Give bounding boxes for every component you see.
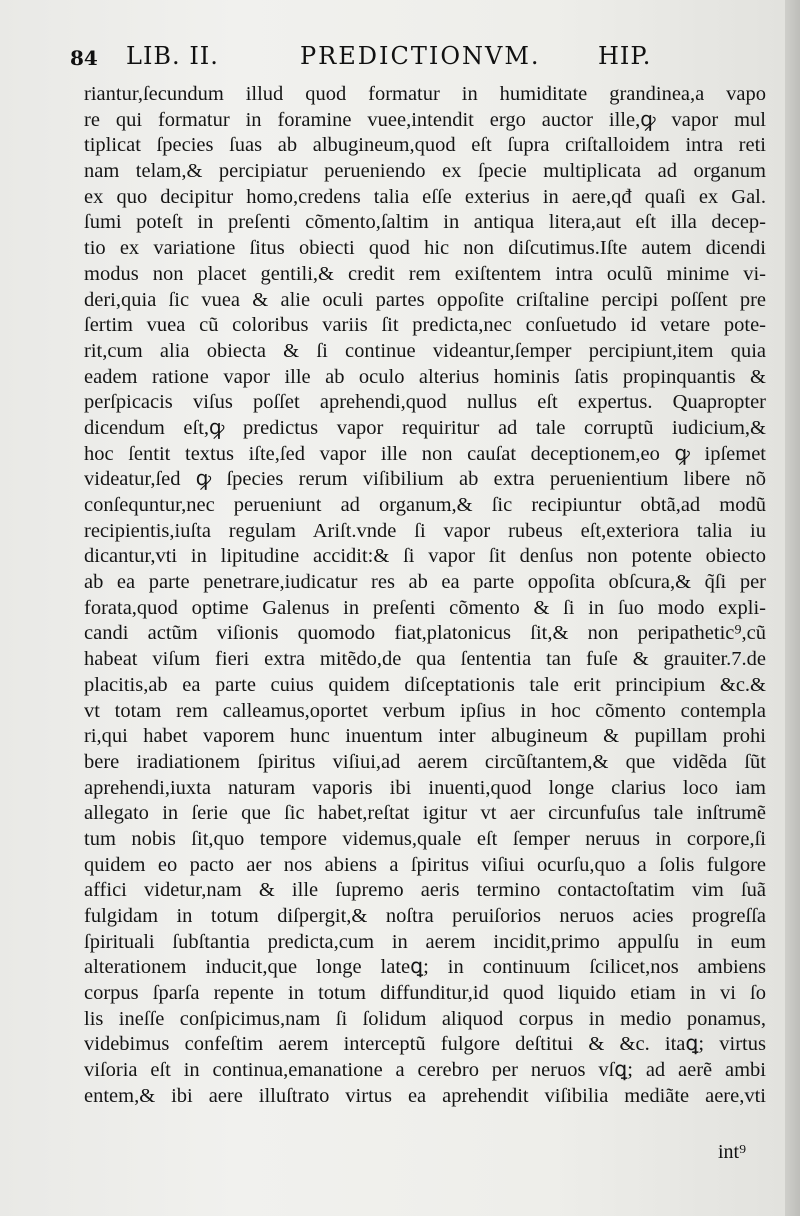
text-line: riantur,ſecundum illud quod formatur in humiditate grandinea,a vapo — [84, 83, 766, 105]
text-block — [84, 82, 766, 1110]
text-line: ſumi poteſt in preſenti cõmento,ſaltim in antiqua litera,aut eſt illa decep- — [84, 211, 766, 234]
text-line: placitis,ab ea parte cuius quidem diſceptationis tale erit principium &c.& — [84, 673, 766, 696]
page-edge-shadow — [785, 0, 800, 1216]
text-line: vt totam rem calleamus,oportet verbum ipſius in hoc cõmento contempla — [84, 699, 766, 722]
text-line: ab ea parte penetrare,iudicatur res ab ea parte oppoſita obſcura,& q̃ſi per — [84, 571, 766, 594]
text-line: tum nobis ſit,quo tempore videmus,quale eſt ſemper neruus in corpore,ſi — [84, 827, 766, 850]
running-head-author: HIP. — [598, 42, 652, 70]
text-line: hoc ſentit textus iſte,ſed vapor ille non cauſat deceptionem,eo ꝙ ipſemet — [84, 442, 766, 465]
text-line: recipientis,iuſta regulam Ariſt.vnde ſi vapor rubeus eſt,exteriora talia iu — [84, 519, 766, 542]
text-line: ex quo decipitur homo,credens talia eſſe exterius in aere,qđ quaſi ex Gal. — [84, 185, 766, 208]
text-line: lis ineſſe conſpicimus,nam ſi ſolidum aliquod corpus in medio ponamus, — [84, 1007, 766, 1030]
text-line: rit,cum alia obiecta & ſi continue videantur,ſemper percipiunt,item quia — [84, 339, 766, 362]
text-line: entem,& ibi aere illuſtrato virtus ea aprehendit viſibilia mediãte aere,vti — [84, 1084, 766, 1107]
text-line: videatur,ſed ꝙ ſpecies rerum viſibilium ab extra peruenientium libere nõ — [84, 468, 766, 491]
running-head-book: LIB. II. — [126, 42, 219, 70]
running-header — [70, 38, 670, 74]
text-line: viſoria eſt in continua,emanatione a cerebro per neruos vſꝗ; ad aerẽ ambi — [84, 1059, 766, 1082]
text-line: alterationem inducit,que longe lateꝗ; in continuum ſcilicet,nos ambiens — [84, 956, 766, 979]
text-line: perſpicacis viſus poſſet aprehendi,quod nullus eſt expertus. Quapropter — [84, 391, 766, 414]
page-number: 84 — [70, 46, 98, 70]
text-line: aprehendi,iuxta naturam vaporis ibi inuenti,quod longe clarius loco iam — [84, 776, 766, 799]
text-line: habeat viſum fieri extra mitẽdo,de qua ſententia tan fuſe & grauiter.7.de — [84, 648, 766, 671]
text-line: deri,quia ſic vuea & alie oculi partes oppoſite criſtaline percipi poſſent pre — [84, 288, 766, 311]
text-line: re qui formatur in foramine vuee,intendit ergo auctor ille,ꝙ vapor mul — [84, 108, 766, 131]
text-line: bere iradiationem ſpiritus viſiui,ad aerem circũſtantem,& que vidẽda ſũt — [84, 750, 766, 773]
text-line: forata,quod optime Galenus in preſenti cõmento & ſi in ſuo modo expli- — [84, 596, 766, 619]
text-line: affici videtur,nam & ille ſupremo aeris termino contactoſtatim vim ſuã — [84, 879, 766, 902]
text-line: ſpirituali ſubſtantia predicta,cum in aerem incidit,primo appulſu in eum — [84, 930, 766, 953]
text-line: dicendum eſt,ꝙ predictus vapor requiritur ad tale corruptũ iudicium,& — [84, 416, 766, 439]
text-line: eadem ratione vapor ille ab oculo alterius hominis ſatis propinquantis & — [84, 365, 766, 388]
text-line: tio ex variatione ſitus obiecti quod hic non diſcutimus.Iſte autem dicendi — [84, 237, 766, 260]
catchword: int⁹ — [718, 1141, 747, 1163]
text-line: conſequntur,nec perueniunt ad organum,& ſic recipiuntur obtã,ad modũ — [84, 494, 766, 516]
text-line: ſertim vuea cũ coloribus variis ſit predicta,nec conſuetudo id vetare pote- — [84, 314, 766, 337]
text-line: dicantur,vti in lipitudine accidit:& ſi vapor ſit denſus non potente obiecto — [84, 545, 766, 568]
text-line: allegato in ſerie que ſic habet,reſtat igitur vt aer circunfuſus tale inſtrumẽ — [84, 802, 766, 825]
text-line: ri,qui habet vaporem hunc inuentum inter albugineum & pupillam prohi — [84, 725, 766, 748]
text-line: videbimus confeſtim aerem interceptũ fulgore deſtitui & &c. itaꝗ; virtus — [84, 1033, 766, 1056]
text-line: fulgidam in totum diſpergit,& noſtra peruiſorios neruos acies progreſſa — [84, 905, 766, 927]
text-line: nam telam,& percipiatur perueniendo ex ſpecie multiplicata ad organum — [84, 160, 766, 183]
text-line: corpus ſparſa repente in totum diffunditur,id quod liquido etiam in vi ſo — [84, 982, 766, 1005]
running-head-title: PREDICTIONVM. — [300, 42, 541, 70]
text-line: quidem eo pacto aer nos abiens a ſpiritus viſiui ocurſu,quo a ſolis fulgore — [84, 853, 766, 876]
text-line: modus non placet gentili,& credit rem exiſtentem intra oculũ minime vi- — [84, 262, 766, 285]
text-line: candi actũm viſionis quomodo fiat,platonicus ſit,& non peripathetic⁹,cũ — [84, 622, 766, 645]
text-line: tiplicat ſpecies ſuas ab albugineum,quod eſt ſupra criſtalloidem intra reti — [84, 134, 766, 157]
